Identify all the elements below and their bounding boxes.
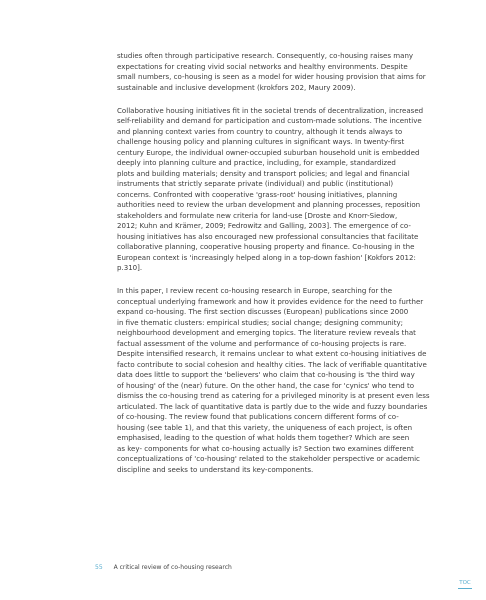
text-line: century Europe, the individual owner-occupied suburban household unit is embedded [117,147,420,157]
text-line: stakeholders and formulate new criteria for land-use [Droste and Knorr-Siedow, [117,210,398,220]
text-line: housing initiatives has also encouraged new professional consultancies that facilitate [117,231,419,241]
text-line: in five thematic clusters: empirical studies; social change; designing community; [117,317,404,327]
running-title: A critical review of co-housing research [113,564,232,571]
text-line: p.310]. [117,263,143,273]
text-line: concerns. Confronted with cooperative 'grass-root' housing initiatives, planning [117,189,398,199]
text-line: housing (see table 1), and that this variety, the uniqueness of each project, is often [117,422,413,432]
text-line: discipline and seeks to understand its key-components. [117,464,314,474]
text-line: data does little to support the 'believers' who claim that co-housing is 'the third way [117,370,415,380]
toc-link[interactable] [458,580,472,589]
text-line: plots and building materials; density and transport policies; and legal and financial [117,168,410,178]
text-line: of housing' of the (near) future. On the other hand, the case for 'cynics' who tend to [117,380,415,390]
text-line: authorities need to review the urban development and planning processes, reposition [117,200,421,210]
text-line: In this paper, I review recent co-housing research in Europe, searching for the [117,286,393,296]
text-line: articulated. The lack of quantitative data is partly due to the wide and fuzzy boundaries [117,401,428,411]
text-line: 2012; Kuhn and Krämer, 2009; Fedrowitz and Galling, 2003]. The emergence of co- [117,221,411,231]
toc-label[interactable]: TOC [459,580,471,586]
text-line: challenge housing policy and planning cultures in significant ways. In twenty-first [117,137,405,147]
paragraph-2 [117,106,435,274]
text-line: dismiss the co-housing trend as catering for a privileged minority is at present even less [117,391,430,401]
text-line: European context is 'increasingly helped along in a top-down fashion' [Kokfors 2012: [117,252,416,262]
text-line: collaborative planning, cooperative housing property and finance. Co-housing in the [117,242,415,252]
text-line: studies often through participative research. Consequently, co-housing raises many [117,51,414,60]
text-line: conceptual underlying framework and how it provides evidence for the need to further [117,296,424,306]
text-line: instruments that strictly separate private (individual) and public (institutional) [117,179,394,189]
article-body [117,51,435,488]
text-line: self-reliability and demand for participation and custom-made solutions. The incentive [117,116,422,126]
text-line: deeply into planning culture and practice, including, for example, standardized [117,158,396,168]
text-line: sustainable and inclusive development (krokfors 202, Maury 2009). [117,82,356,92]
text-line: factual assessment of the volume and performance of co-housing projects is rare. [117,338,407,348]
page-footer [95,564,232,572]
text-line: conceptualizations of 'co-housing' related to the stakeholder perspective or academic [117,454,420,464]
text-line: neighbourhood development and emerging topics. The literature review reveals that [117,328,416,338]
text-line: small numbers, co-housing is seen as a model for wider housing provision that aims for [117,72,426,81]
text-line: expectations for creating vivid social networks and healthy environments. Despite [117,61,408,71]
paragraph-3 [117,286,435,475]
toc-underline [458,588,472,589]
text-line: and planning context varies from country to country, although it tends always to [117,126,403,136]
text-line: facto contribute to social cohesion and healthy cities. The lack of verifiable quantitative [117,359,427,369]
paragraph-1 [117,51,435,93]
text-line: as key- components for what co-housing actually is? Section two examines different [117,443,414,453]
text-line: Collaborative housing initiatives fit in the societal trends of decentralization, increased [117,105,424,115]
page-number: 55 [95,564,103,571]
text-line: emphasised, leading to the question of what holds them together? Which are seen [117,433,410,443]
text-line: Despite intensified research, it remains unclear to what extent co-housing initiatives de [117,349,427,359]
text-line: expand co-housing. The first section discusses (European) publications since 2000 [117,307,409,317]
text-line: of co-housing. The review found that publications concern different forms of co- [117,412,399,422]
